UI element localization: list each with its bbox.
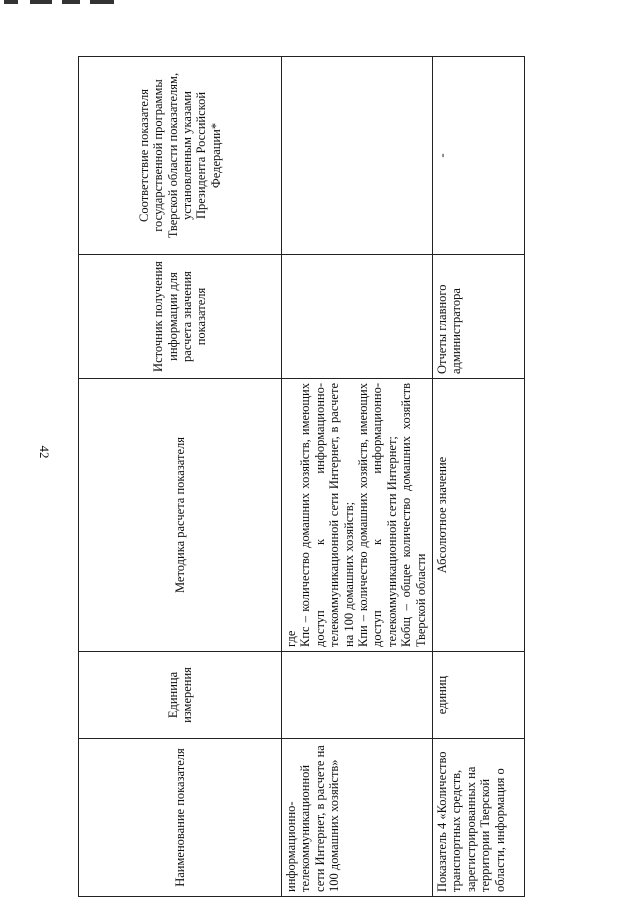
cell-source bbox=[282, 255, 433, 379]
cell-compliance: - bbox=[433, 57, 525, 255]
table-row bbox=[282, 57, 433, 897]
cell-indicator-name: информационно-телекоммуникационной сети Интернет, в расчете на 100 домашних хозяйств» bbox=[282, 739, 433, 897]
table-header-row bbox=[79, 57, 282, 897]
table-row bbox=[433, 57, 525, 897]
header-method: Методика расчета показателя bbox=[79, 379, 282, 652]
cell-method: Абсолютное значение bbox=[433, 379, 525, 652]
indicator-table bbox=[78, 56, 525, 897]
header-indicator-name: Наименование показателя bbox=[79, 739, 282, 897]
cell-compliance bbox=[282, 57, 433, 255]
cell-indicator-name: Показатель 4 «Количество транспортных средств, зарегистрированных на территории Тверской области, информация о bbox=[433, 739, 525, 897]
cell-method: где Кпс – количество домашних хозяйств, имеющих доступ к информационно-телекоммуникационной сети Интернет, в расчете на 100 домашних хозяйств; Кпи – количество домашних хозяйств, имеющих доступ к информационно-телекоммуникационной сети Интернет; Кобщ – общее количество домашних хозяйств Тверской области bbox=[282, 379, 433, 652]
cell-source: Отчеты главного администратора bbox=[433, 255, 525, 379]
header-unit: Единица измерения bbox=[79, 652, 282, 739]
top-edge-marks bbox=[0, 0, 140, 6]
header-source: Источник получения информации для расчета значения показателя bbox=[79, 255, 282, 379]
header-compliance: Соответствие показателя государственной программы Тверской области показателям, установленным указами Президента Российской Федерации* bbox=[79, 57, 282, 255]
cell-unit bbox=[282, 652, 433, 739]
rotated-table-wrapper bbox=[78, 57, 511, 897]
page-number: 42 bbox=[37, 445, 52, 459]
cell-unit: единиц bbox=[433, 652, 525, 739]
